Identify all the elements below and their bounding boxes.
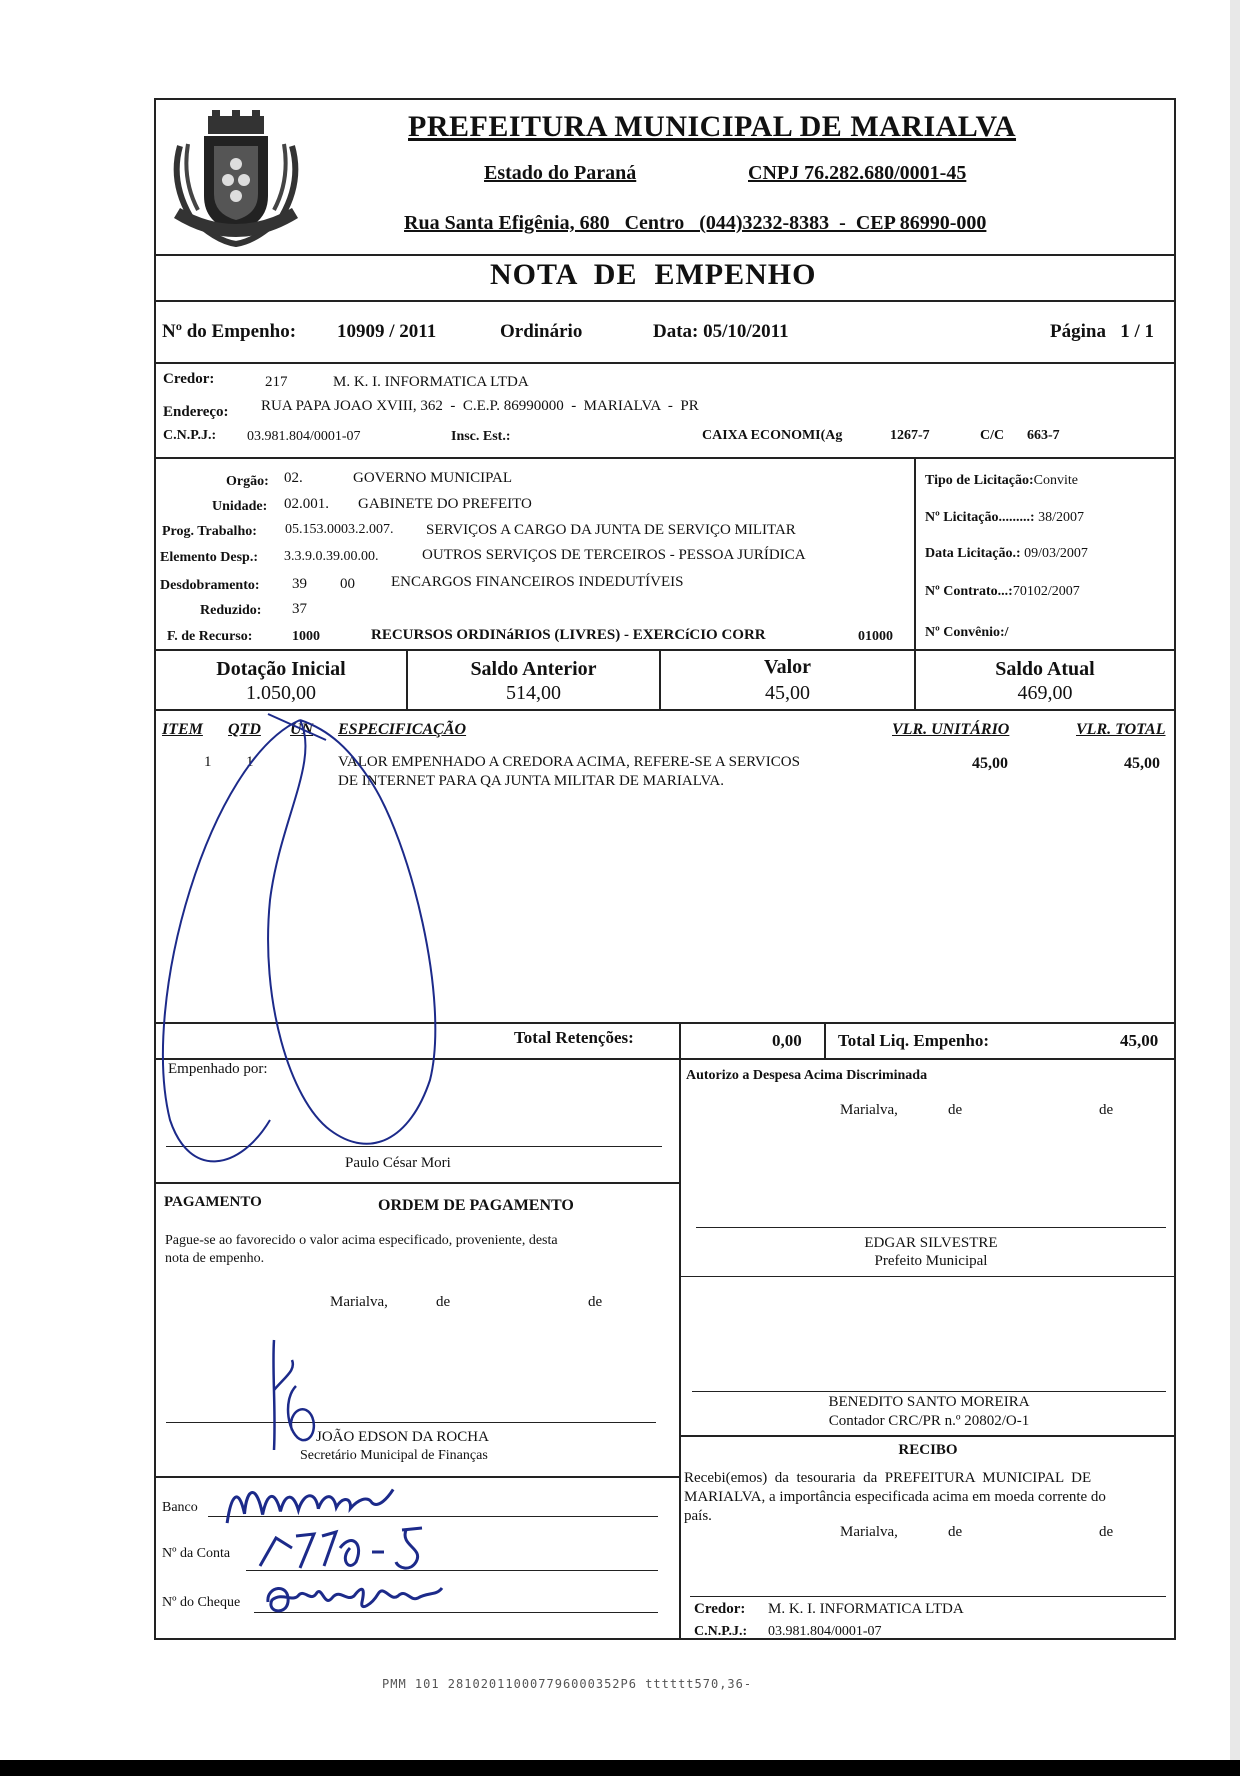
footer-code: PMM 101 281020110007796000352P6 tttttt570,36- xyxy=(382,1677,753,1691)
reduzido-value: 37 xyxy=(292,601,307,617)
recibo-title: RECIBO xyxy=(898,1442,958,1458)
data-licitacao-value: 09/03/2007 xyxy=(1024,546,1088,561)
recibo-text-3: país. xyxy=(684,1508,712,1524)
unidade-label: Unidade: xyxy=(212,499,268,514)
secretario-role: Secretário Municipal de Finanças xyxy=(300,1448,488,1463)
col-especificacao: ESPECIFICAÇÃO xyxy=(338,721,467,738)
item-description-line2: DE INTERNET PARA QA JUNTA MILITAR DE MARIALVA. xyxy=(338,773,724,789)
total-retencoes-label: Total Retenções: xyxy=(514,1028,634,1047)
desdobramento-name: ENCARGOS FINANCEIROS INDEDUTÍVEIS xyxy=(391,574,684,590)
cc-label: C/C xyxy=(980,428,1005,443)
valor-value: 45,00 xyxy=(765,682,810,704)
empenho-type: Ordinário xyxy=(500,321,583,342)
reduzido-label: Reduzido: xyxy=(200,603,262,618)
empenhado-signer: Paulo César Mori xyxy=(345,1155,451,1171)
cnpj-label: CNPJ 76.282.680/0001-45 xyxy=(748,162,967,184)
tipo-licitacao-label: Tipo de Licitação:Convite xyxy=(925,473,1078,488)
recurso-code: 1000 xyxy=(292,629,320,644)
credor-cc: 663-7 xyxy=(1027,428,1060,443)
conta-label: Nº da Conta xyxy=(162,1546,231,1561)
dotacao-value: 1.050,00 xyxy=(246,682,316,704)
elemento-name: OUTROS SERVIÇOS DE TERCEIROS - PESSOA JURÍDICA xyxy=(422,547,806,563)
recibo-credor-label: Credor: xyxy=(694,1601,746,1617)
item-description-line1: VALOR EMPENHADO A CREDORA ACIMA, REFERE-SE A SERVICOS xyxy=(338,754,800,770)
contrato-label: Nº Contrato...:70102/2007 xyxy=(925,584,1080,599)
empenho-label: Nº do Empenho: xyxy=(162,321,297,342)
dotacao-label: Dotação Inicial xyxy=(216,658,346,680)
handwritten-cheque xyxy=(262,1572,462,1626)
scan-bottom-band xyxy=(0,1760,1240,1776)
recibo-cnpj-label: C.N.P.J.: xyxy=(694,1624,748,1639)
address-field-label: Endereço: xyxy=(163,404,229,420)
convenio-label: Nº Convênio:/ xyxy=(925,625,1009,640)
valor-label: Valor xyxy=(763,656,812,678)
address-label: Rua Santa Efigênia, 680 Centro (044)3232-8383 - CEP 86990-000 xyxy=(404,212,987,234)
item-vlr-total: 45,00 xyxy=(1124,755,1160,772)
saldo-anterior-label: Saldo Anterior xyxy=(470,658,597,680)
pagamento-de1: de xyxy=(436,1294,451,1310)
prog-name: SERVIÇOS A CARGO DA JUNTA DE SERVIÇO MILITAR xyxy=(426,522,796,538)
credor-label: Credor: xyxy=(163,371,215,387)
data-licitacao-label: Data Licitação.: 09/03/2007 xyxy=(925,546,1088,561)
saldo-anterior-value: 514,00 xyxy=(506,682,561,704)
cnpj-field-label: C.N.P.J.: xyxy=(163,428,217,443)
saldo-atual-value: 469,00 xyxy=(1017,682,1073,704)
pagamento-label: PAGAMENTO xyxy=(164,1194,262,1210)
insc-est-label: Insc. Est.: xyxy=(451,429,511,444)
recibo-de2: de xyxy=(1099,1524,1114,1540)
orgao-code: 02. xyxy=(284,470,303,486)
col-qtd: QTD xyxy=(228,721,261,738)
contrato-value: 70102/2007 xyxy=(1012,584,1080,599)
item-vlr-unitario: 45,00 xyxy=(972,755,1008,772)
col-vlr-total: VLR. TOTAL xyxy=(1076,721,1166,738)
orgao-label: Orgão: xyxy=(226,474,269,489)
ordem-pagamento-label: ORDEM DE PAGAMENTO xyxy=(378,1197,574,1214)
prefeito-role: Prefeito Municipal xyxy=(874,1253,988,1269)
document-title: NOTA DE EMPENHO xyxy=(490,258,817,291)
empenho-date: Data: 05/10/2011 xyxy=(653,321,789,342)
cheque-label: Nº do Cheque xyxy=(162,1595,241,1610)
pagamento-de2: de xyxy=(588,1294,603,1310)
credor-code: 217 xyxy=(265,374,288,390)
credor-name: M. K. I. INFORMATICA LTDA xyxy=(333,374,529,390)
recibo-cnpj: 03.981.804/0001-07 xyxy=(768,1624,882,1639)
unidade-name: GABINETE DO PREFEITO xyxy=(358,496,532,512)
pagamento-city: Marialva, xyxy=(330,1294,388,1310)
item-number: 1 xyxy=(204,754,212,770)
item-qtd: 1 xyxy=(246,754,254,770)
banco-label: Banco xyxy=(162,1500,198,1515)
recurso-label: F. de Recurso: xyxy=(167,629,253,644)
orgao-name: GOVERNO MUNICIPAL xyxy=(353,470,513,486)
credor-address: RUA PAPA JOAO XVIII, 362 - C.E.P. 86990000 - MARIALVA - PR xyxy=(261,398,699,414)
secretario-signature xyxy=(262,1330,342,1465)
num-licitacao-label: Nº Licitação.........: 38/2007 xyxy=(925,510,1084,525)
credor-bank: CAIXA ECONOMI(Ag xyxy=(702,428,843,443)
contador-name: BENEDITO SANTO MOREIRA xyxy=(828,1394,1030,1410)
empenhado-signature xyxy=(150,700,510,1185)
recurso-name: RECURSOS ORDINáRIOS (LIVRES) - EXERCíCIO CORR xyxy=(371,627,766,643)
unidade-code: 02.001. xyxy=(284,496,329,512)
recibo-de1: de xyxy=(948,1524,963,1540)
col-un: UN xyxy=(290,721,314,738)
recibo-city: Marialva, xyxy=(840,1524,898,1540)
prog-code: 05.153.0003.2.007. xyxy=(285,522,394,537)
autorizo-city: Marialva, xyxy=(840,1102,898,1118)
desdobramento-sub: 00 xyxy=(340,576,355,592)
prefeitura-title: PREFEITURA MUNICIPAL DE MARIALVA xyxy=(408,110,1017,143)
pagamento-text-1: Pague-se ao favorecido o valor acima especificado, proveniente, desta xyxy=(165,1233,558,1248)
recibo-credor: M. K. I. INFORMATICA LTDA xyxy=(768,1601,964,1617)
num-licitacao-value: 38/2007 xyxy=(1038,510,1084,525)
municipal-seal xyxy=(160,106,312,256)
desdobramento-label: Desdobramento: xyxy=(160,578,260,593)
elemento-code: 3.3.9.0.39.00.00. xyxy=(284,549,379,564)
recibo-text-2: MARIALVA, a importância especificada acima em moeda corrente do xyxy=(684,1489,1106,1505)
total-retencoes-value: 0,00 xyxy=(772,1031,802,1050)
saldo-atual-label: Saldo Atual xyxy=(995,658,1095,680)
secretario-name: JOÃO EDSON DA ROCHA xyxy=(316,1429,489,1445)
total-liq-label: Total Liq. Empenho: xyxy=(838,1031,989,1050)
total-liq-value: 45,00 xyxy=(1120,1031,1159,1050)
desdobramento-code: 39 xyxy=(292,576,307,592)
scan-edge xyxy=(1230,0,1240,1776)
credor-cnpj: 03.981.804/0001-07 xyxy=(247,429,361,444)
elemento-label: Elemento Desp.: xyxy=(160,550,258,565)
empenho-number: 10909 / 2011 xyxy=(337,321,437,342)
credor-agency: 1267-7 xyxy=(890,428,930,443)
page-number: Página 1 / 1 xyxy=(1050,321,1154,342)
empenhado-por-label: Empenhado por: xyxy=(168,1061,268,1077)
col-vlr-unitario: VLR. UNITÁRIO xyxy=(892,721,1010,738)
autorizo-de2: de xyxy=(1099,1102,1114,1118)
prefeito-name: EDGAR SILVESTRE xyxy=(864,1235,998,1251)
autorizo-label: Autorizo a Despesa Acima Discriminada xyxy=(686,1068,928,1083)
recurso-code2: 01000 xyxy=(858,629,893,644)
state-label: Estado do Paraná xyxy=(484,162,637,184)
autorizo-de1: de xyxy=(948,1102,963,1118)
pagamento-text-2: nota de empenho. xyxy=(165,1251,265,1266)
tipo-licitacao-value: Convite xyxy=(1033,473,1078,488)
recibo-text-1: Recebi(emos) da tesouraria da PREFEITURA MUNICIPAL DE xyxy=(684,1470,1092,1486)
col-item: ITEM xyxy=(162,721,203,738)
contador-role: Contador CRC/PR n.º 20802/O-1 xyxy=(828,1413,1030,1429)
prog-label: Prog. Trabalho: xyxy=(162,524,257,539)
